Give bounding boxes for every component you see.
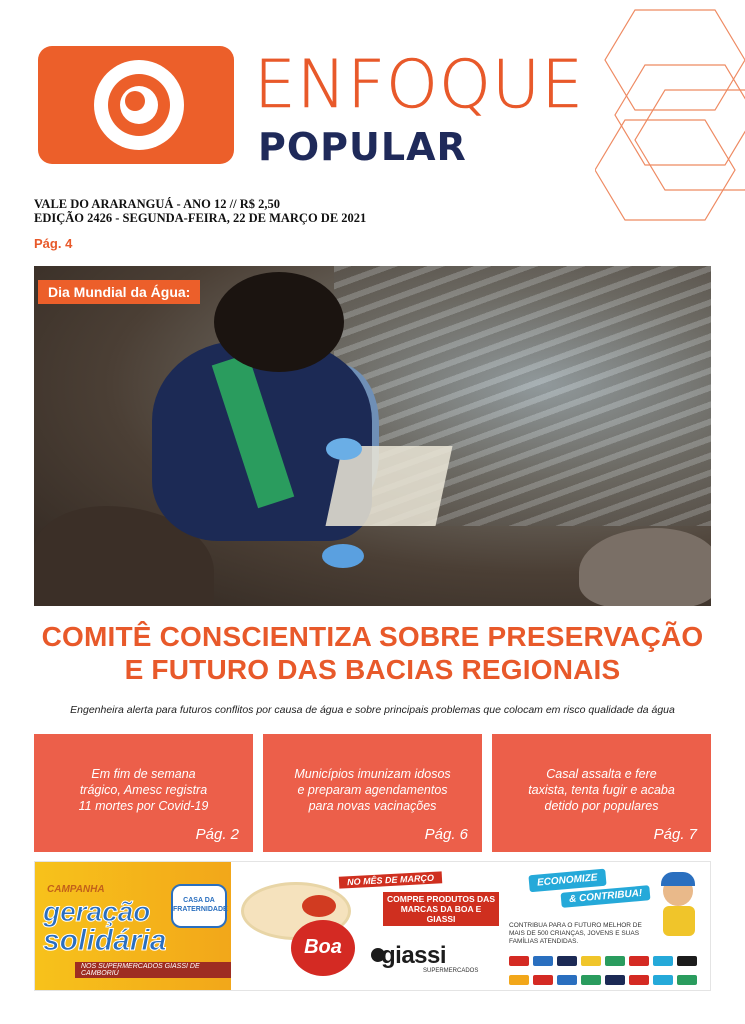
teaser-page-ref: Pág. 2 [195,826,239,843]
photo-tag: Dia Mundial da Água: [38,280,200,304]
ad-banner[interactable] [34,861,711,991]
teaser-text-line: para novas vacinações [308,799,437,813]
teaser-text-line: Em fim de semana [91,767,196,781]
headline-line-2: E FUTURO DAS BACIAS REGIONAIS [124,654,621,685]
teaser-text-line: taxista, tenta fugir e acaba [528,783,675,797]
headline-line-1: COMITÊ CONSCIENTIZA SOBRE PRESERVAÇÃO [41,621,704,652]
sponsor-logos-icon [507,954,707,984]
ad-economize: ECONOMIZE [528,869,606,893]
ad-economize-panel [501,862,711,991]
hexagon-decoration-icon [595,0,745,230]
ad-contribua-text: CONTRIBUA PARA O FUTURO MELHOR DE MAIS DE 500 CRIANÇAS, JOVENS E SUAS FAMÍLIAS ATENDIDAS. [509,922,642,945]
eye-logo [38,46,234,164]
teaser-page-ref: Pág. 6 [424,826,468,843]
masthead-subtitle: POPULAR [258,125,467,169]
teaser-robbery[interactable] [492,734,711,852]
ad-nos-supermercados: NOS SUPERMERCADOS GIASSI DE CAMBORIÚ [75,962,231,978]
ad-no-mes: NO MÊS DE MARÇO [339,871,443,888]
ad-products-panel [231,862,501,991]
edition-info [34,197,366,225]
teaser-text-line: Municípios imunizam idosos [294,767,451,781]
region-line: VALE DO ARARANGUÁ - ANO 12 // R$ 2,50 [34,197,280,211]
teaser-page-ref: Pág. 7 [653,826,697,843]
teaser-text-line: Casal assalta e fere [546,767,657,781]
giassi-logo: giassi [381,942,447,969]
edition-line: EDIÇÃO 2426 - SEGUNDA-FEIRA, 22 DE MARÇO DE 2021 [34,211,367,225]
lead-page-ref[interactable]: Pág. 4 [34,236,73,251]
teaser-text-line: e preparam agendamentos [297,783,448,797]
teaser-text-line: trágico, Amesc registra [79,783,208,797]
lead-photo [34,266,711,606]
ad-compre: COMPRE PRODUTOS DAS MARCAS DA BOA E GIASSI [383,892,499,926]
casa-fraternidade-logo: CASA DA FRATERNIDADE [171,884,227,928]
da-boa-logo: Boa [291,920,355,976]
lead-headline[interactable] [0,620,745,686]
masthead-title: ENFOQUE [254,46,584,123]
ad-contribua-tag: & CONTRIBUA! [561,885,651,908]
ad-solidaria: solidária [43,924,167,957]
eye-icon [94,60,184,150]
mascot-icon [657,870,699,940]
teaser-text-line: detido por populares [544,799,659,813]
teaser-text-line: 11 mortes por Covid-19 [78,799,209,813]
ad-campaign-panel [35,862,231,991]
ad-geracao: geração [43,896,151,927]
ad-campaign-label: CAMPANHA [47,884,105,895]
teaser-vaccination[interactable] [263,734,482,852]
giassi-supermercados: SUPERMERCADOS [423,968,479,974]
lead-subhead: Engenheira alerta para futuros conflitos por causa de água e sobre principais problemas que colocam em risco qualidade da água [70,704,675,716]
teaser-covid[interactable] [34,734,253,852]
